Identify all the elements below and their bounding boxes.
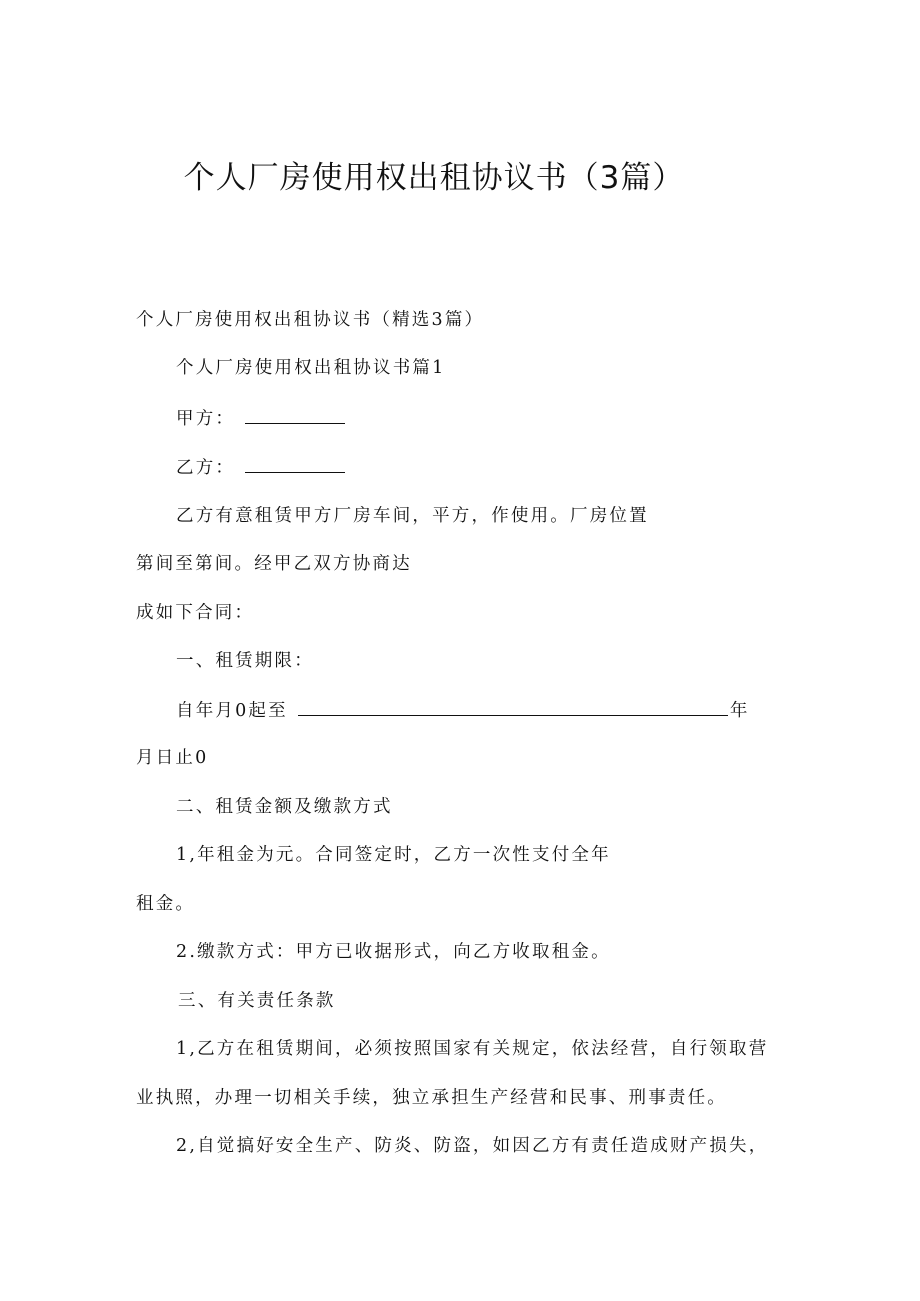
party-a-label: 甲方： [176,409,236,429]
section3-heading: 三、有关责任条款 [178,991,336,1011]
document-title: 个人厂房使用权出租协议书（3篇） [183,160,685,196]
party-a-line [176,405,345,432]
party-b-line [176,454,345,481]
party-b-label: 乙方： [176,458,236,478]
section3-item1-line-1: 1,乙方在租赁期间，必须按照国家有关规定，依法经营，自行领取营 [176,1039,769,1059]
article-heading: 个人厂房使用权出租协议书篇1 [176,358,446,378]
section1-line-1 [176,697,750,724]
party-a-blank [245,405,345,424]
intro-line-2: 第间至第间。经甲乙双方协商达 [136,554,412,574]
intro-line-1: 乙方有意租赁甲方厂房车间，平方，作使用。厂房位置 [176,506,649,526]
party-b-blank [245,454,345,473]
section2-item1-line-1: 1,年租金为元。合同签定时，乙方一次性支付全年 [176,845,611,865]
section3-item1-line-2: 业执照，办理一切相关手续，独立承担生产经营和民事、刑事责任。 [136,1088,727,1108]
intro-line-3: 成如下合同： [136,603,255,623]
section2-heading: 二、租赁金额及缴款方式 [176,797,393,817]
section2-item1-line-2: 租金。 [136,894,196,914]
section1-line-1-end: 年 [729,701,750,721]
section3-item2-line-1: 2,自觉搞好安全生产、防炎、防盗，如因乙方有责任造成财产损失， [176,1136,769,1156]
document-subtitle: 个人厂房使用权出租协议书（精选3篇） [136,310,485,330]
section1-heading: 一、租赁期限： [176,651,314,671]
section1-line-2: 月日止0 [136,748,209,768]
section1-line-1-start: 自年月0起至 [176,701,288,721]
lease-term-blank [298,697,728,716]
section2-item2: 2.缴款方式：甲方已收据形式，向乙方收取租金。 [176,942,611,962]
